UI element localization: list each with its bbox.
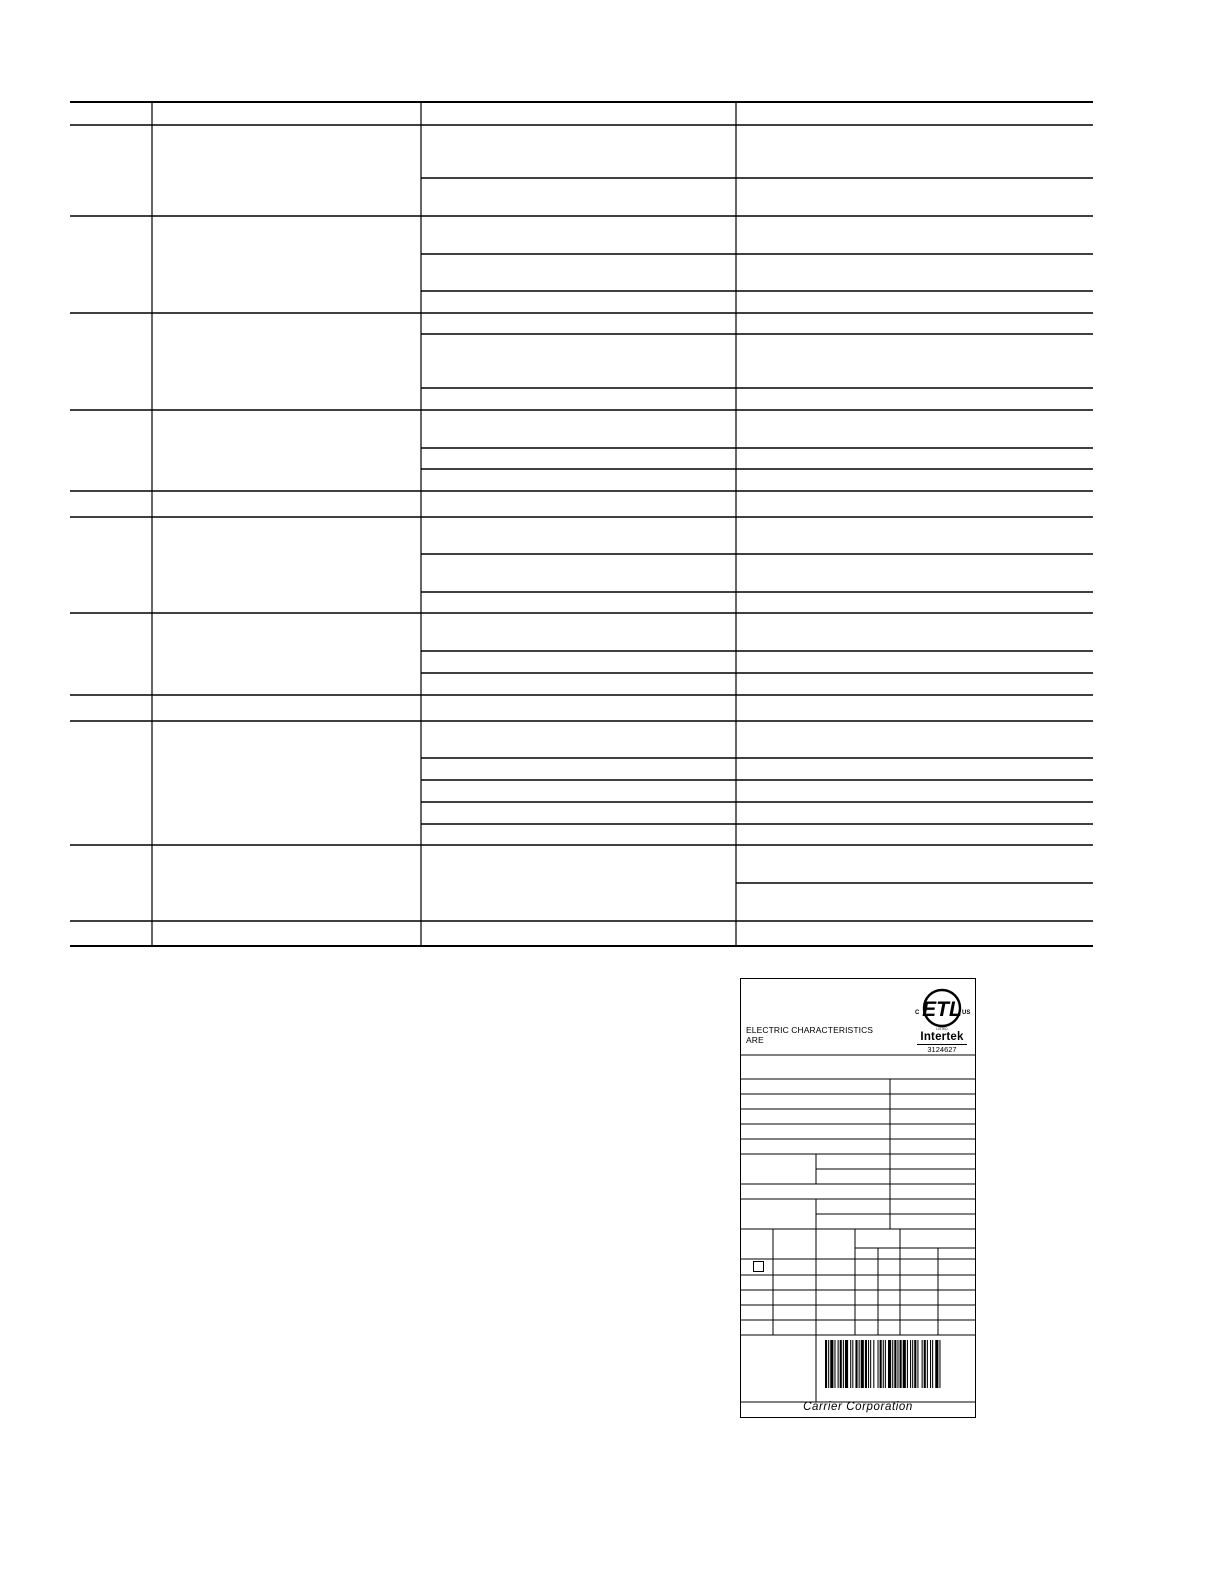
barcode-bar <box>910 1340 911 1388</box>
etl-mark-us: US <box>962 1010 971 1016</box>
barcode-bar <box>914 1340 916 1388</box>
barcode-bar <box>935 1340 938 1388</box>
rating-plate-label <box>740 978 976 1418</box>
etl-mark-c: C <box>915 1010 920 1016</box>
barcode-bar <box>927 1340 928 1388</box>
barcode-bar <box>845 1340 848 1388</box>
barcode-bar <box>865 1340 867 1388</box>
barcode-bar <box>838 1340 839 1388</box>
certification-block <box>909 987 975 1053</box>
manufacturer-name: Carrier Corporation <box>803 1401 913 1413</box>
barcode-bar <box>907 1340 908 1388</box>
barcode-bar <box>843 1340 844 1388</box>
barcode-bar <box>850 1340 851 1388</box>
barcode-bar <box>917 1340 918 1388</box>
barcode-icon <box>825 1340 963 1388</box>
barcode-bar <box>878 1340 879 1388</box>
barcode-bar <box>840 1340 842 1388</box>
barcode-bar <box>883 1340 884 1388</box>
barcode-bar <box>939 1340 940 1388</box>
barcode-bar <box>880 1340 882 1388</box>
barcode-bar <box>888 1340 891 1388</box>
barcode-bar <box>834 1340 835 1388</box>
barcode-bar <box>828 1340 829 1388</box>
barcode-bar <box>855 1340 857 1388</box>
rating-checkbox[interactable] <box>753 1261 764 1272</box>
barcode-bar <box>852 1340 853 1388</box>
barcode-bar <box>870 1340 871 1388</box>
electric-characteristics-line-1: ELECTRIC CHARACTERISTICS <box>746 1025 874 1035</box>
barcode-bar <box>930 1340 931 1388</box>
barcode-bar <box>922 1340 923 1388</box>
etl-listed-mark-icon <box>913 987 971 1033</box>
barcode-bar <box>873 1340 874 1388</box>
specification-table-grid <box>70 101 1093 947</box>
barcode-bar <box>859 1340 860 1388</box>
barcode-bar <box>894 1340 896 1388</box>
barcode-bar <box>932 1340 933 1388</box>
barcode-bar <box>825 1340 827 1388</box>
barcode-bar <box>903 1340 906 1388</box>
certification-number: 3124627 <box>927 1045 957 1054</box>
electric-characteristics-text <box>746 1025 873 1045</box>
etl-mark-letters: ETL <box>922 998 962 1021</box>
barcode-bar <box>892 1340 893 1388</box>
etl-mark-listed: LISTED <box>936 1027 948 1031</box>
barcode-bar <box>868 1340 869 1388</box>
intertek-brand: Intertek <box>920 1031 964 1043</box>
barcode-bar <box>861 1340 864 1388</box>
barcode-bar <box>912 1340 913 1388</box>
barcode-bar <box>830 1340 833 1388</box>
barcode-bar <box>897 1340 898 1388</box>
barcode-bar <box>900 1340 902 1388</box>
barcode-bar <box>885 1340 886 1388</box>
electric-characteristics-line-2: ARE <box>746 1035 764 1045</box>
barcode-bar <box>924 1340 926 1388</box>
